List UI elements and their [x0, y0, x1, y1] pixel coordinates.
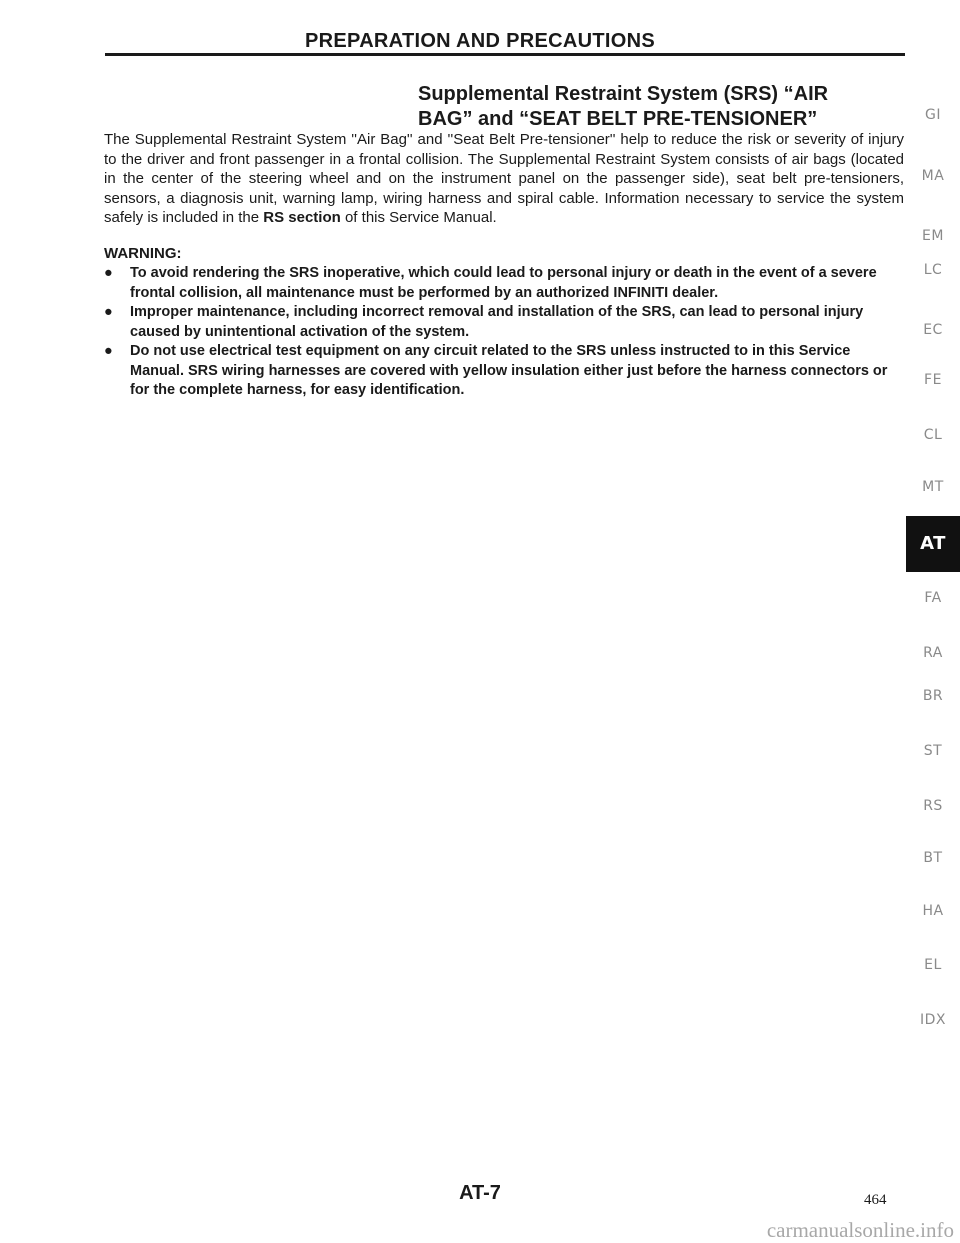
- index-tab-ma[interactable]: MA: [921, 168, 945, 184]
- bullet-icon: ●: [104, 265, 113, 281]
- bullet-icon: ●: [104, 343, 113, 359]
- index-tab-rs[interactable]: RS: [923, 798, 943, 814]
- warning-item: [104, 303, 904, 342]
- index-tab-fe[interactable]: FE: [924, 372, 942, 388]
- section-title: [418, 82, 858, 132]
- warning-heading: WARNING:: [104, 245, 182, 262]
- intro-text: The Supplemental Restraint System ''Air Bag'' and ''Seat Belt Pre-tensioner'' help to reduce the risk or severity of injury to the driver and front passenger in a frontal collision. The Supplemental Restraint System consists of air bags (located in the center of the steering wheel and on the instrument panel on the passenger side), seat belt pre-tensioners, sensors, a diagnosis unit, warning lamp, wiring harness and spiral cable. Information necessary to service the system safely is included in the: [104, 131, 904, 226]
- warning-item-text: Do not use electrical test equipment on any circuit related to the SRS unless instructed to in this Service Manual. SRS wiring harnesses are covered with yellow insulation either just before the harness connectors or for the complete harness, for easy identification.: [130, 343, 888, 398]
- warning-item-text: Improper maintenance, including incorrect removal and installation of the SRS, can lead to personal injury caused by unintentional activation of the system.: [130, 304, 864, 340]
- page-code: AT-7: [459, 1182, 501, 1204]
- warning-item-text: To avoid rendering the SRS inoperative, which could lead to personal injury or death in the event of a severe frontal collision, all maintenance must be performed by an authorized INFINITI dealer.: [130, 265, 877, 301]
- warning-list: [104, 264, 904, 401]
- intro-text-end: of this Service Manual.: [344, 209, 497, 226]
- watermark: carmanualsonline.info: [766, 1218, 954, 1242]
- index-tab-cl[interactable]: CL: [923, 427, 943, 443]
- index-tab-idx[interactable]: IDX: [920, 1012, 946, 1028]
- rs-section-reference: RS section: [263, 209, 341, 226]
- index-tab-br[interactable]: BR: [922, 688, 944, 704]
- index-tab-ra[interactable]: RA: [923, 645, 943, 661]
- index-tab-el[interactable]: EL: [924, 957, 942, 973]
- intro-paragraph: [104, 130, 904, 228]
- section-title-line-1: Supplemental Restraint System (SRS) “AIR: [418, 83, 829, 105]
- index-tab-mt[interactable]: MT: [922, 479, 944, 495]
- bullet-icon: ●: [104, 304, 113, 320]
- page-number: 464: [864, 1192, 887, 1208]
- index-tab-ec[interactable]: EC: [923, 322, 943, 338]
- index-tab-gi[interactable]: GI: [925, 107, 941, 123]
- page-header-title: PREPARATION AND PRECAUTIONS: [305, 30, 655, 52]
- index-tab-ha[interactable]: HA: [922, 903, 944, 919]
- header-rule: [105, 53, 905, 56]
- warning-item: [104, 264, 904, 303]
- section-title-line-2: BAG” and “SEAT BELT PRE-TENSIONER”: [418, 108, 818, 130]
- index-tab-st[interactable]: ST: [923, 743, 943, 759]
- index-tab-bt[interactable]: BT: [923, 850, 943, 866]
- index-tab-at-active[interactable]: AT: [906, 516, 960, 572]
- warning-item: [104, 342, 904, 401]
- index-tab-lc[interactable]: LC: [923, 262, 943, 278]
- index-tab-fa[interactable]: FA: [924, 590, 942, 606]
- section-index-tabs: [906, 0, 960, 1242]
- index-tab-em[interactable]: EM: [922, 228, 944, 244]
